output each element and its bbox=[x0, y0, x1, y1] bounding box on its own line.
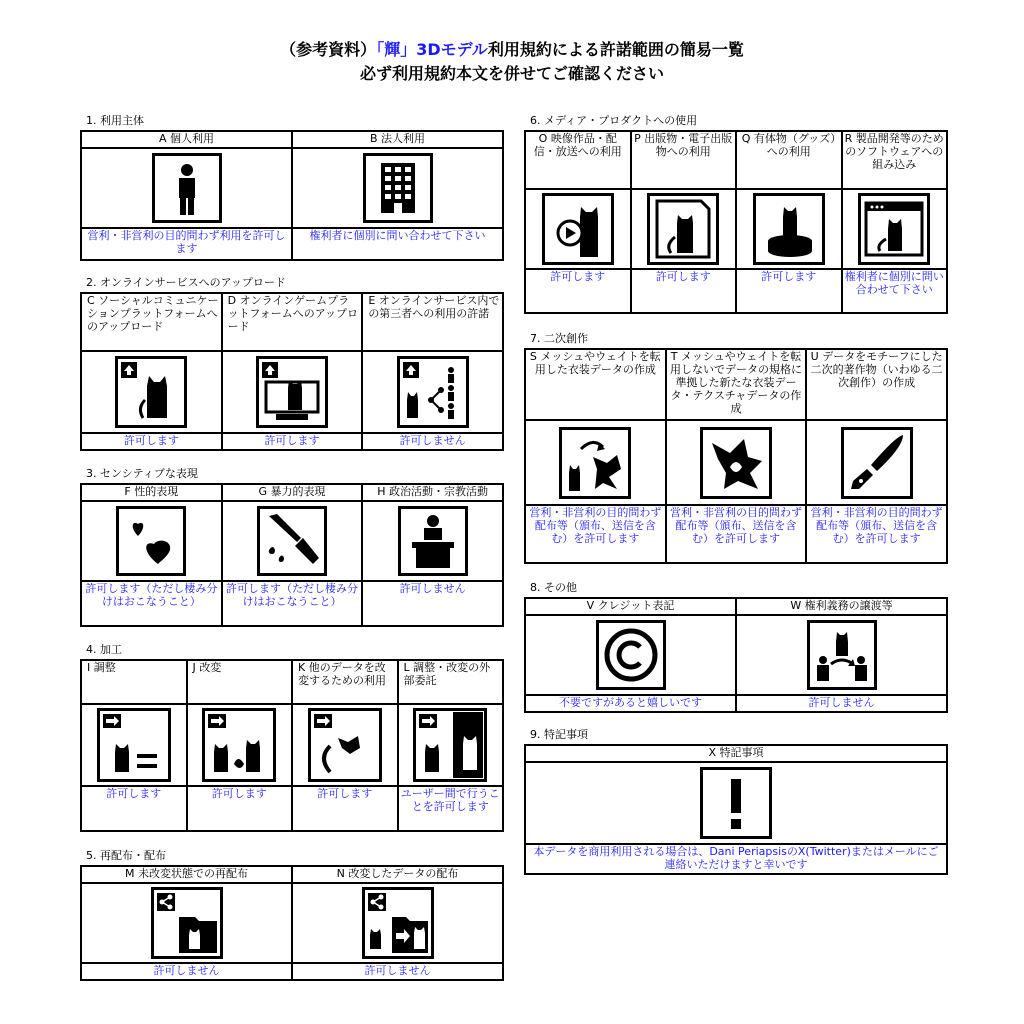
item-result: 許可します bbox=[292, 786, 398, 831]
section-heading: 9. 特記事項 bbox=[530, 728, 588, 741]
share-third-party-icon bbox=[397, 356, 469, 428]
adjust-icon bbox=[97, 708, 171, 782]
item-result: 許可しません bbox=[362, 433, 503, 450]
title-notice: 必ず利用規約本文を併せてご確認ください bbox=[359, 64, 664, 83]
section-redistribution bbox=[80, 847, 504, 981]
item-result: 許可します bbox=[631, 269, 737, 313]
transfer-icon bbox=[807, 620, 877, 690]
item-result: 許可します bbox=[81, 786, 187, 831]
item-result: 営利・非営利の目的問わず配布等（頒布、送信を含む）を許可します bbox=[525, 505, 666, 563]
item-result: ユーザー間で行うことを許可します bbox=[398, 786, 504, 831]
item-label: I 調整 bbox=[81, 660, 187, 704]
section-heading: 2. オンラインサービスへのアップロード bbox=[86, 276, 286, 289]
software-icon bbox=[858, 193, 930, 265]
section-media-product bbox=[524, 112, 948, 314]
upload-social-icon bbox=[115, 356, 187, 428]
section-heading: 8. その他 bbox=[530, 581, 577, 594]
item-label: J 改変 bbox=[187, 660, 293, 704]
page-title bbox=[0, 38, 1024, 86]
item-result: 許可します bbox=[525, 269, 631, 313]
section-sensitive-expression bbox=[80, 465, 504, 627]
item-label: H 政治活動・宗教活動 bbox=[362, 484, 503, 501]
item-label: T メッシュやウェイトを転用しないでデータの規格に準拠した新たな衣装データ・テクスチャデータの作成 bbox=[666, 349, 807, 420]
item-result: 許可します bbox=[187, 786, 293, 831]
item-result: 権利者に個別に問い合わせて下さい bbox=[842, 269, 948, 313]
item-label: P 出版物・電子出版物への利用 bbox=[631, 131, 737, 189]
title-suffix: 利用規約による許諾範囲の簡易一覧 bbox=[487, 40, 744, 59]
section-heading: 1. 利用主体 bbox=[86, 114, 144, 127]
item-result: 許可します bbox=[81, 433, 222, 450]
section-derivative-works bbox=[524, 330, 948, 564]
item-label: R 製品開発等のためのソフトウェアへの組み込み bbox=[842, 131, 948, 189]
item-result: 許可しません bbox=[81, 963, 292, 980]
item-label: K 他のデータを改変するための利用 bbox=[292, 660, 398, 704]
upload-game-icon bbox=[256, 356, 328, 428]
item-label: F 性的表現 bbox=[81, 484, 222, 501]
use-for-other-icon bbox=[308, 708, 382, 782]
item-result: 不要ですがあると嬉しいです bbox=[525, 695, 736, 712]
item-result: 許可します bbox=[222, 433, 363, 450]
section-online-upload bbox=[80, 274, 504, 451]
item-label: V クレジット表記 bbox=[525, 598, 736, 615]
section-heading: 6. メディア・プロダクトへの使用 bbox=[530, 114, 698, 127]
section-others bbox=[524, 579, 948, 713]
person-icon bbox=[152, 153, 222, 223]
section-processing bbox=[80, 641, 504, 832]
item-label: O 映像作品・配信・放送への利用 bbox=[525, 131, 631, 189]
costume-icon bbox=[559, 427, 631, 499]
building-icon bbox=[363, 153, 433, 223]
item-result: 営利・非営利の目的問わず配布等（頒布、送信を含む）を許可します bbox=[806, 505, 947, 563]
item-result: 営利・非営利の目的問わず配布等（頒布、送信を含む）を許可します bbox=[666, 505, 807, 563]
section-special-notes bbox=[524, 726, 948, 875]
section-heading: 7. 二次創作 bbox=[530, 332, 588, 345]
redistribute-icon bbox=[151, 887, 223, 959]
item-label: Q 有体物（グッズ）への利用 bbox=[736, 131, 842, 189]
item-label: W 権利義務の譲渡等 bbox=[736, 598, 947, 615]
modify-icon bbox=[202, 708, 276, 782]
video-icon bbox=[542, 193, 614, 265]
item-label: U データをモチーフにした二次的著作物（いわゆる二次創作）の作成 bbox=[806, 349, 947, 420]
item-result: 権利者に個別に問い合わせて下さい bbox=[292, 228, 503, 260]
item-label: G 暴力的表現 bbox=[222, 484, 363, 501]
item-result: 許可しません bbox=[736, 695, 947, 712]
item-result: 本データを商用利用される場合は、Dani PeriapsisのX(Twitter)またはメールにご連絡いただけますと幸いです bbox=[525, 844, 947, 874]
section-usage-subject bbox=[80, 112, 504, 261]
item-label: L 調整・改変の外部委託 bbox=[398, 660, 504, 704]
exclamation-icon bbox=[700, 767, 772, 839]
item-label: D オンラインゲームプラットフォームへのアップロード bbox=[222, 293, 363, 351]
copyright-icon bbox=[596, 620, 666, 690]
outsource-icon bbox=[413, 708, 487, 782]
item-result: 許可しません bbox=[292, 963, 503, 980]
distribute-modified-icon bbox=[362, 887, 434, 959]
goods-icon bbox=[753, 193, 825, 265]
title-model-name: 「輝」3Dモデル bbox=[376, 40, 488, 59]
item-result: 許可します bbox=[736, 269, 842, 313]
new-costume-icon bbox=[700, 427, 772, 499]
item-result: 許可しません bbox=[362, 581, 503, 626]
podium-icon bbox=[398, 506, 468, 576]
pen-icon bbox=[841, 427, 913, 499]
section-heading: 5. 再配布・配布 bbox=[86, 849, 166, 862]
title-prefix: （参考資料） bbox=[280, 40, 377, 59]
item-label: E オンラインサービス内での第三者への利用の許諾 bbox=[362, 293, 503, 351]
item-result: 許可します（ただし棲み分けはおこなうこと） bbox=[81, 581, 222, 626]
item-result: 許可します（ただし棲み分けはおこなうこと） bbox=[222, 581, 363, 626]
section-heading: 4. 加工 bbox=[86, 643, 122, 656]
item-label: B 法人利用 bbox=[292, 131, 503, 148]
item-label: C ソーシャルコミュニケーションプラットフォームへのアップロード bbox=[81, 293, 222, 351]
item-result: 営利・非営利の目的問わず利用を許可します bbox=[81, 228, 292, 260]
item-label: N 改変したデータの配布 bbox=[292, 866, 503, 883]
item-label: A 個人利用 bbox=[81, 131, 292, 148]
publication-icon bbox=[647, 193, 719, 265]
hearts-icon bbox=[116, 506, 186, 576]
section-heading: 3. センシティブな表現 bbox=[86, 467, 198, 480]
item-label: S メッシュやウェイトを転用した衣装データの作成 bbox=[525, 349, 666, 420]
knife-icon bbox=[257, 506, 327, 576]
item-label: M 未改変状態での再配布 bbox=[81, 866, 292, 883]
item-label: X 特記事項 bbox=[525, 745, 947, 762]
